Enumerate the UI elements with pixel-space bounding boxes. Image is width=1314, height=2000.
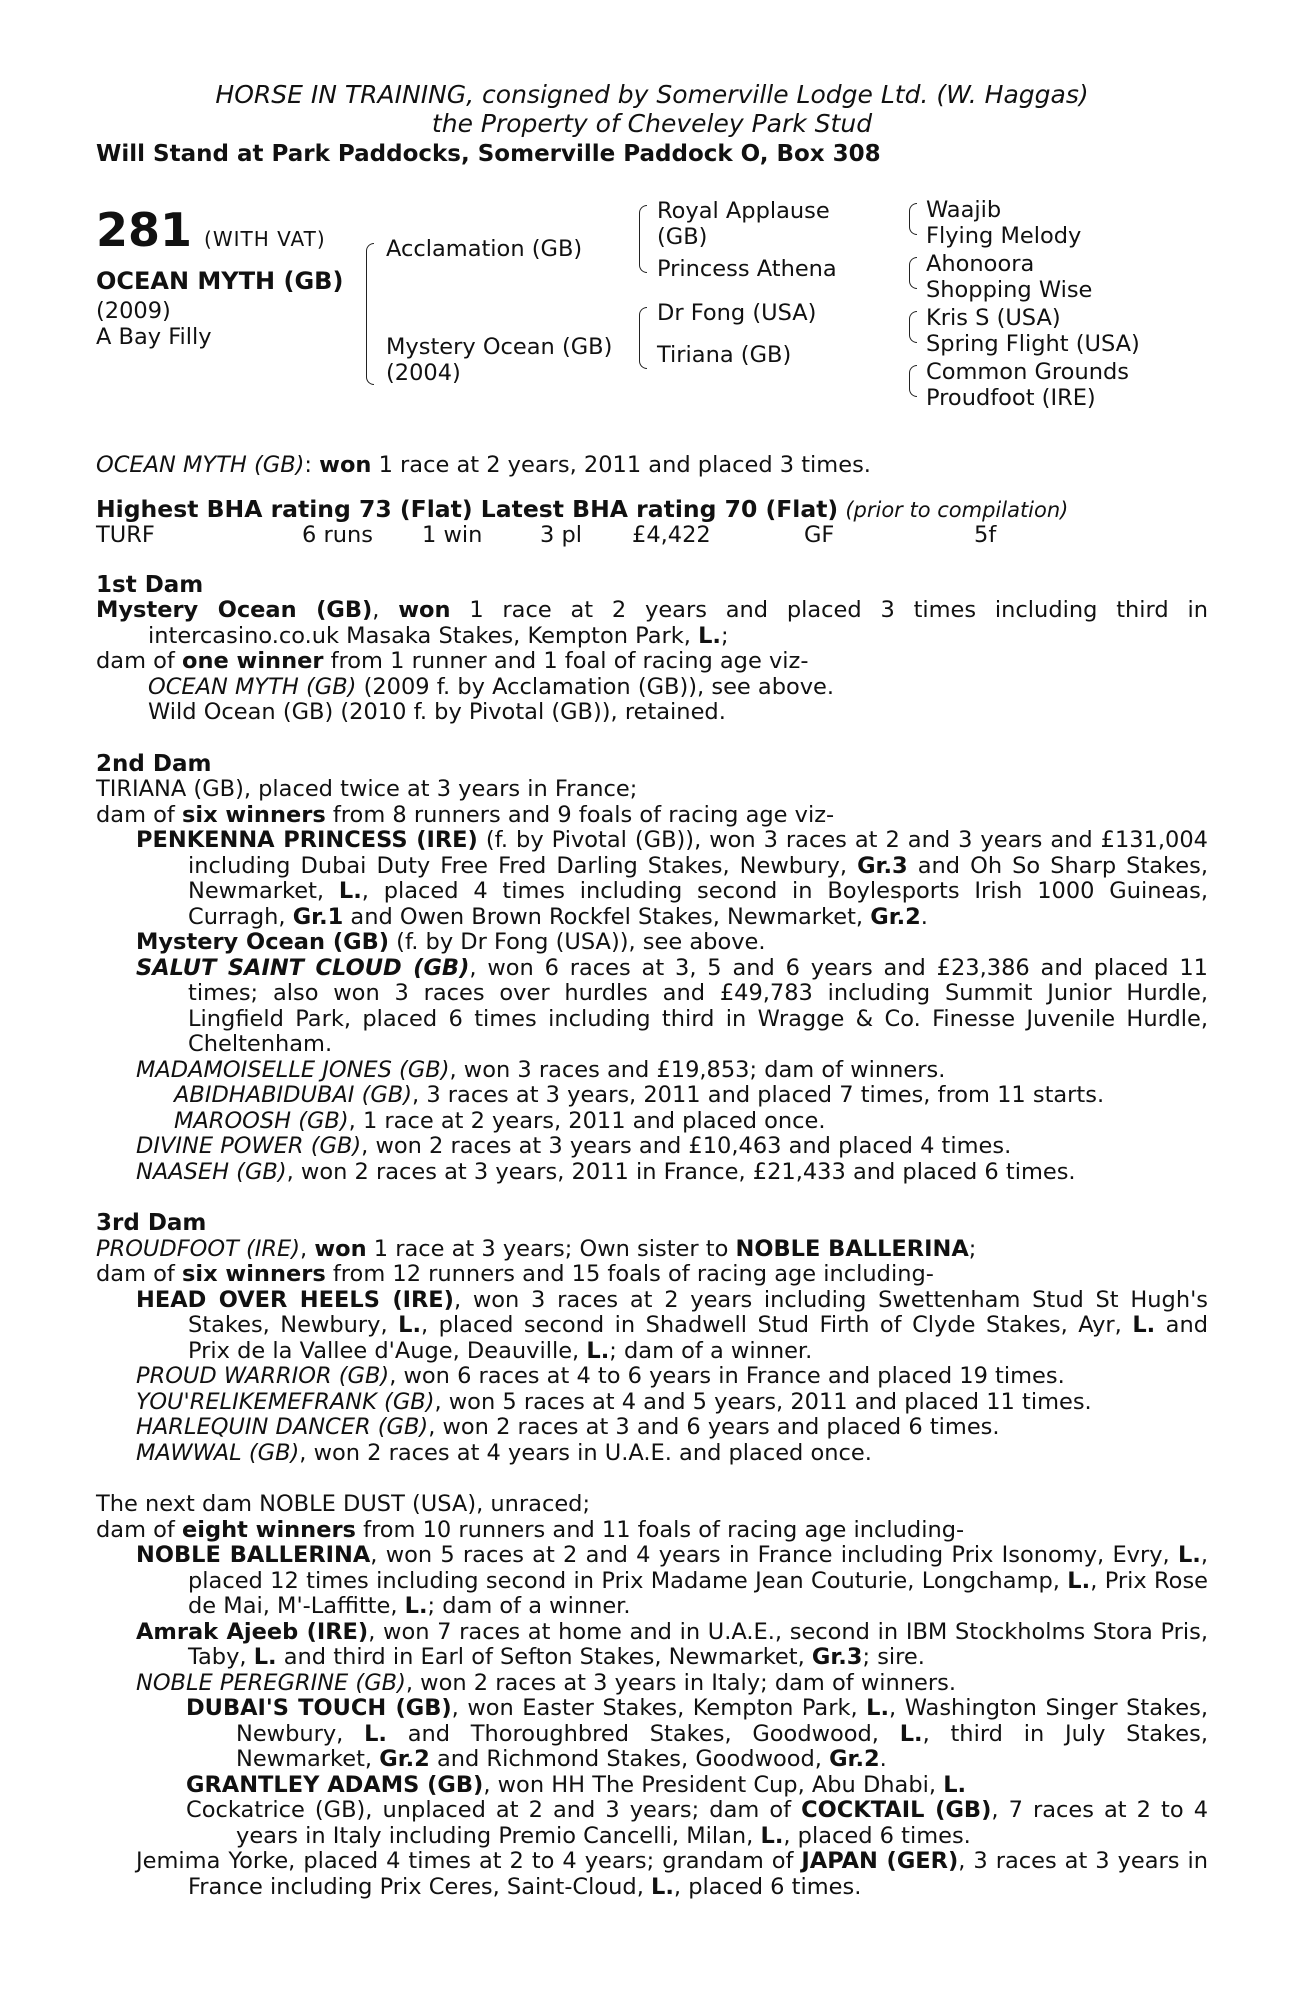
dam-dam: Tiriana (GB) (657, 342, 792, 368)
progeny-text: , placed 6 times. (783, 1822, 971, 1849)
progeny-text: ; sire. (862, 1644, 925, 1670)
listed-label: L. (760, 1822, 784, 1849)
progeny-text: , 3 races at 3 years in France including Prix Ceres, Saint-Cloud, (188, 1848, 1208, 1900)
progeny-entry (96, 1160, 1208, 1186)
rating-note: (prior to compilation) (845, 497, 1069, 522)
grade-label: Gr.2 (829, 1746, 880, 1772)
grand-progeny-entry (96, 1109, 1208, 1135)
progeny-entry (96, 675, 1208, 701)
listed-label: L. (1067, 1567, 1091, 1594)
progeny-text: , placed second in Shadwell Stud Firth of Clyde Stakes, Ayr, (421, 1312, 1133, 1338)
progeny-entry (96, 1390, 1208, 1416)
grand-ancestor: Flying Melody (926, 223, 1082, 249)
progeny-text: , 3 races at 3 years, 2011 and placed 7 times, from 11 starts. (412, 1082, 1105, 1108)
progeny-text: , placed 12 times including second in Prix Madame Jean Couturie, Longchamp, (188, 1542, 1208, 1594)
progeny-text: , won 7 races at home and in U.A.E., second in IBM Stockholms Stora Pris, Taby, (188, 1618, 1208, 1670)
progeny-text: , won 2 races at 4 years in U.A.E. and placed once. (299, 1439, 872, 1466)
punct: ; (720, 622, 729, 649)
pedigree-table (96, 195, 1208, 455)
dam-of-text: from 8 runners and 9 foals of racing age viz- (325, 801, 835, 828)
progeny-name: Amrak Ajeeb (IRE) (136, 1618, 369, 1645)
won-label: won (314, 1235, 367, 1262)
progeny-text: , won 2 races at 3 years, 2011 in France, £21,433 and placed 6 times. (286, 1158, 1076, 1185)
progeny-entry (96, 1364, 1208, 1390)
progeny-text: , third in July Stakes, Newmarket, (236, 1720, 1208, 1772)
progeny-text: , 7 races at 2 to 4 years in Italy including Premio Cancelli, Milan, (236, 1797, 1209, 1849)
progeny-text: , won 2 races at 3 years in Italy; dam of winners. (405, 1669, 956, 1696)
listed-label: L. (698, 622, 721, 649)
listed-label: L. (404, 1593, 428, 1619)
dam-line2: (2004) (386, 360, 461, 386)
summary-won: won (319, 452, 372, 478)
progeny-name: NOBLE BALLERINA (136, 1542, 371, 1568)
dam-of-line (96, 1262, 1208, 1288)
progeny-name: MAROOSH (GB) (174, 1107, 349, 1134)
catalogue-page (96, 80, 1208, 1900)
listed-label: L. (398, 1312, 422, 1338)
pedigree-brace (639, 307, 647, 369)
pedigree-brace (909, 203, 917, 235)
dam-entry: PROUDFOOT (IRE), won 1 race at 3 years; Own sister to NOBLE BALLERINA; (96, 1235, 977, 1262)
progeny-text: Jemima Yorke, placed 4 times at 2 to 4 years; grandam of (136, 1848, 802, 1874)
progeny-name: YOU'RELIKEMEFRANK (GB) (136, 1388, 435, 1415)
progeny-text: and Richmond Stakes, Goodwood, (429, 1746, 830, 1772)
progeny-entry (96, 930, 1208, 956)
progeny-text: Cockatrice (GB), unplaced at 2 and 3 years; dam of (186, 1797, 802, 1823)
sire-sire-line1: Royal Applause (657, 198, 830, 224)
dam-of-text: dam of (96, 648, 182, 674)
progeny-text: , won 3 races and £19,853; dam of winners. (449, 1056, 946, 1083)
grand-ancestor: Ahonoora (926, 251, 1035, 277)
progeny-text: , won 2 races at 3 and 6 years and placed 6 times. (428, 1414, 1000, 1440)
progeny-text: , placed 4 times including second in Boylesports Irish 1000 Guineas, Curragh, (188, 878, 1208, 930)
grand-ancestor: Spring Flight (USA) (926, 331, 1140, 357)
progeny-entry (96, 1620, 1208, 1671)
sire-sire-line2: (GB) (657, 224, 708, 250)
grand-ancestor: Proudfoot (IRE) (926, 385, 1096, 411)
vat-label: (WITH VAT) (204, 227, 326, 251)
punct: ; (968, 1235, 977, 1262)
dam-of-text: dam of (96, 1261, 182, 1287)
progeny-text: , 1 race at 2 years, 2011 and placed once. (348, 1107, 826, 1134)
progeny-text: , won Easter Stakes, Kempton Park, (451, 1695, 867, 1721)
progeny-text: ; dam of a winner. (609, 1337, 813, 1364)
progeny-text: , won 2 races at 3 years and £10,463 and placed 4 times. (361, 1133, 1012, 1159)
grand-progeny-entry (96, 1773, 1208, 1799)
progeny-text: , Washington Singer Stakes, Newbury, (236, 1695, 1208, 1747)
listed-label: L. (364, 1720, 387, 1747)
consignor-line: HORSE IN TRAINING, consigned by Somerville Lodge Ltd. (W. Haggas) (215, 80, 1089, 109)
progeny-name: NAASEH (GB) (136, 1158, 287, 1185)
grade-label: Gr.1 (292, 903, 344, 930)
progeny-entry (96, 1415, 1208, 1441)
section-heading: 3rd Dam (96, 1210, 207, 1236)
progeny-text: , won 6 races at 4 to 6 years in France and placed 19 times. (389, 1363, 1065, 1389)
progeny-text: , won 5 races at 2 and 4 years in France including Prix Isonomy, Evry, (370, 1542, 1178, 1568)
progeny-text: , won 6 races at 3, 5 and 6 years and £23,386 and placed 11 times; also won 3 races over hurdles and £49,783 including Summit Junior Hurdle, Lingfield Park, placed 6 times including third in Wragge & Co. Finesse Juvenile Hurdle, Cheltenham. (188, 954, 1208, 1057)
winners-count: six winners (181, 801, 326, 828)
horse-name: OCEAN MYTH (GB) (96, 267, 344, 295)
progeny-name: PENKENNA PRINCESS (IRE) (136, 827, 478, 853)
horse-year: (2009) (96, 298, 171, 324)
lot-header (96, 80, 1208, 169)
progeny-name: DUBAI'S TOUCH (GB) (186, 1695, 452, 1721)
progeny-text: and Owen Brown Rockfel Stakes, Newmarket, (343, 903, 871, 930)
dam-of-line (96, 649, 1208, 675)
second-dam-section (96, 752, 1208, 1186)
progeny-name: Mystery Ocean (GB) (136, 929, 390, 955)
property-line: the Property of Cheveley Park Stud (431, 109, 873, 138)
third-dam-section (96, 1211, 1208, 1466)
summary-text: 1 race at 2 years, 2011 and placed 3 times. (371, 452, 871, 478)
progeny-text: , won 3 races at 2 years including Swettenham Stud St Hugh's Stakes, Newbury, (188, 1286, 1209, 1338)
progeny-entry (96, 1543, 1208, 1620)
rating-section (96, 494, 1208, 549)
grand-ancestor: Common Grounds (926, 359, 1129, 385)
progeny-entry (96, 1671, 1208, 1697)
sire-dam: Princess Athena (657, 256, 837, 282)
progeny-name: NOBLE PEREGRINE (GB) (136, 1669, 406, 1696)
grade-label: Gr.2 (379, 1746, 430, 1772)
dam-name: PROUDFOOT (IRE) (96, 1235, 301, 1262)
dam-text: 1 race at 3 years; Own sister to (366, 1235, 736, 1262)
dam-of-text: dam of (96, 801, 182, 828)
progeny-text: , won 5 races at 4 and 5 years, 2011 and placed 11 times. (434, 1388, 1092, 1415)
record-earnings: £4,422 (632, 522, 711, 548)
listed-label: L. (943, 1771, 967, 1798)
punct: . (879, 1746, 887, 1772)
pedigree-brace (639, 205, 647, 273)
dam-entry: The next dam NOBLE DUST (USA), unraced; (96, 1491, 591, 1517)
progeny-name: HARLEQUIN DANCER (GB) (136, 1414, 429, 1440)
dam-entry: TIRIANA (GB), placed twice at 3 years in France; (96, 776, 638, 802)
sister-name: NOBLE BALLERINA (735, 1235, 969, 1262)
dam-of-line (96, 803, 1208, 829)
progeny-text: (f. by Dr Fong (USA)), see above. (389, 929, 766, 955)
punct: . (920, 903, 928, 930)
grand-progeny-entry (96, 1083, 1208, 1109)
progeny-entry: Wild Ocean (GB) (2010 f. by Pivotal (GB)), retained. (148, 699, 726, 725)
progeny-name: GRANTLEY ADAMS (GB) (186, 1771, 484, 1798)
sire: Acclamation (GB) (386, 236, 583, 262)
progeny-text: , won HH The President Cup, Abu Dhabi, (483, 1771, 944, 1798)
dam-entry: Mystery Ocean (GB), won 1 race at 2 years and placed 3 times including third in intercasino.co.uk Masaka Stakes, Kempton Park, L.; (96, 597, 1208, 649)
progeny-name: JAPAN (GER) (801, 1848, 959, 1874)
race-summary: OCEAN MYTH (GB): won 1 race at 2 years, 2011 and placed 3 times. (96, 452, 871, 478)
grade-label: Gr.3 (857, 852, 908, 879)
progeny-name: COCKTAIL (GB) (801, 1797, 992, 1823)
race-record-row (96, 523, 1208, 549)
lot-number: 281 (96, 203, 193, 257)
pedigree-brace (909, 311, 917, 343)
progeny-name: DIVINE POWER (GB) (136, 1133, 362, 1159)
pedigree-brace (909, 365, 917, 397)
progeny-name: MADAMOISELLE JONES (GB) (136, 1056, 450, 1083)
record-places: 3 pl (540, 522, 583, 548)
record-runs: 6 runs (302, 522, 373, 548)
dam-of-text: from 12 runners and 15 foals of racing age including- (325, 1261, 934, 1287)
grade-label: Gr.3 (811, 1644, 863, 1670)
progeny-text: and Oh So Sharp Stakes, Newmarket, (188, 852, 1208, 904)
grand-ancestor: Waajib (926, 197, 1002, 223)
winners-count: one winner (181, 648, 324, 674)
dam-of-text: from 1 runner and 1 foal of racing age viz- (323, 648, 809, 674)
winners-count: six winners (181, 1261, 326, 1287)
listed-label: L. (253, 1644, 277, 1670)
summary-horse-name: OCEAN MYTH (GB) (96, 452, 305, 478)
pedigree-brace (909, 257, 917, 289)
fourth-dam-section (96, 1492, 1208, 1900)
grand-progeny-entry (96, 1696, 1208, 1773)
progeny-name: SALUT SAINT CLOUD (GB) (136, 954, 470, 981)
progeny-text: ; dam of a winner. (427, 1593, 631, 1619)
record-surface: TURF (96, 522, 155, 548)
progeny-text: (f. by Pivotal (GB)), won 3 races at 2 and 3 years and £131,004 including Dubai Duty Free Fred Darling Stakes, Newbury, (188, 827, 1208, 879)
dam-of-line (96, 1518, 1208, 1544)
progeny-name: ABIDHABIDUBAI (GB) (174, 1082, 413, 1108)
dam-of-text: dam of (96, 1516, 182, 1543)
listed-label: L. (1177, 1542, 1201, 1568)
dam-text: 1 race at 2 years and placed 3 times including third in intercasino.co.uk Masaka Stakes, Kempton Park, (148, 597, 1208, 649)
location-line: Will Stand at Park Paddocks, Somerville Paddock O, Box 308 (96, 141, 881, 167)
listed-label: L. (899, 1720, 923, 1747)
record-going: GF (804, 522, 835, 548)
progeny-entry (96, 1288, 1208, 1365)
record-distance: 5f (974, 522, 997, 548)
section-heading: 1st Dam (96, 571, 204, 598)
listed-label: L. (586, 1337, 610, 1364)
progeny-entry (96, 828, 1208, 930)
won-label: won (398, 597, 451, 623)
grand-ancestor: Kris S (USA) (926, 305, 1061, 331)
winners-count: eight winners (181, 1516, 356, 1543)
section-heading: 2nd Dam (96, 750, 212, 777)
progeny-name: MAWWAL (GB) (136, 1439, 300, 1466)
progeny-entry (96, 956, 1208, 1058)
grand-progeny-entry (96, 1798, 1208, 1849)
progeny-name: PROUD WARRIOR (GB) (136, 1363, 390, 1389)
listed-label: L. (1132, 1312, 1156, 1338)
progeny-entry (96, 1849, 1208, 1900)
lot-number-row (96, 203, 326, 257)
progeny-text: and Thoroughbred Stakes, Goodwood, (386, 1720, 900, 1747)
progeny-name: HEAD OVER HEELS (IRE) (136, 1286, 454, 1313)
grand-ancestor: Shopping Wise (926, 277, 1093, 303)
rating-text: Highest BHA rating 73 (Flat) Latest BHA rating 70 (Flat) (96, 494, 839, 523)
listed-label: L. (338, 878, 362, 904)
grade-label: Gr.2 (870, 903, 921, 930)
dam-name: Mystery Ocean (GB) (96, 597, 373, 623)
dam-of-text: from 10 runners and 11 foals of racing age including- (355, 1516, 965, 1543)
record-wins: 1 win (422, 522, 483, 548)
first-dam-section (96, 573, 1208, 726)
progeny-entry (96, 1441, 1208, 1467)
progeny-text: , placed 6 times. (673, 1873, 862, 1900)
dam-sire: Dr Fong (USA) (657, 300, 817, 326)
progeny-text: and third in Earl of Sefton Stakes, Newmarket, (276, 1644, 812, 1670)
progeny-text: , Prix Rose de Mai, M'-Laffitte, (188, 1567, 1209, 1619)
progeny-text: (2009 f. by Acclamation (GB)), see above. (356, 673, 835, 700)
progeny-text: and Prix de la Vallee d'Auge, Deauville, (188, 1312, 1209, 1364)
progeny-entry (96, 1058, 1208, 1084)
listed-label: L. (651, 1873, 674, 1900)
horse-description: A Bay Filly (96, 324, 212, 350)
listed-label: L. (866, 1695, 890, 1721)
dam-line1: Mystery Ocean (GB) (386, 334, 613, 360)
pedigree-brace (366, 243, 374, 385)
progeny-name: OCEAN MYTH (GB) (148, 673, 357, 700)
progeny-entry (96, 1134, 1208, 1160)
